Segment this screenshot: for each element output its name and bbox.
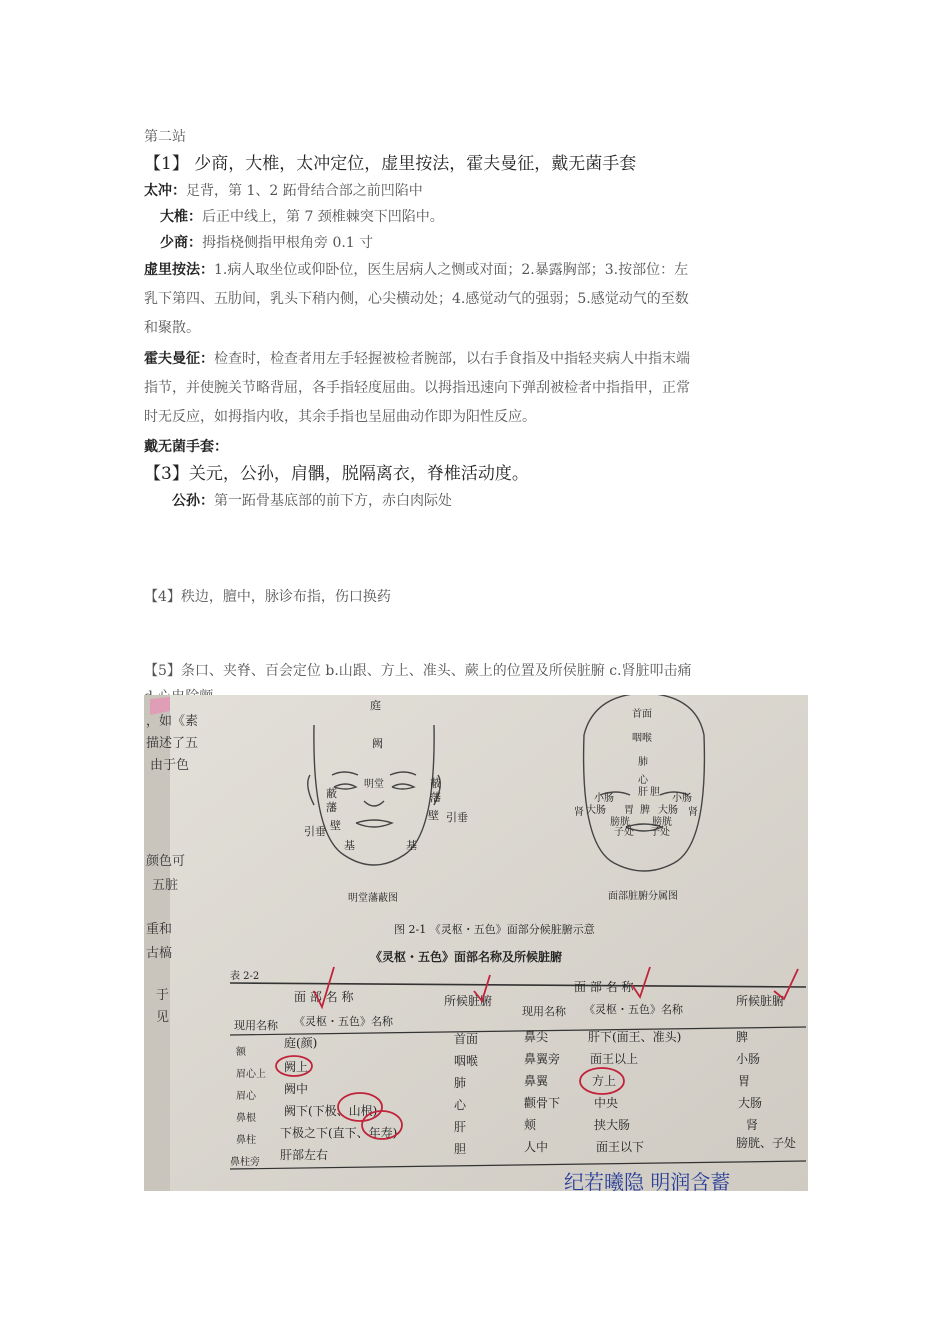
gongsun-text: 第一跖骨基底部的前下方，赤白肉际处 <box>214 493 452 509</box>
right-label-3: 肺 <box>638 757 648 768</box>
side-text-3: 由于色 <box>150 758 190 773</box>
row6-lingshu-right: 面王以下 <box>596 1140 645 1154</box>
col-lingshu-left: 《灵枢・五色》名称 <box>294 1015 393 1028</box>
col-organ-right: 所候脏腑 <box>736 994 785 1008</box>
xuli-paragraph <box>144 256 810 343</box>
right-label-14: 肾 <box>688 807 698 818</box>
side-text-6: 重和 <box>146 922 173 937</box>
table-title: 《灵枢・五色》面部名称及所候脏腑 <box>370 950 563 964</box>
col-face-name-right: 面 部 名 称 <box>574 980 634 994</box>
left-label-5: 藩 <box>326 801 337 814</box>
left-label-3: 明堂 <box>364 779 384 790</box>
right-caption: 面部脏腑分属图 <box>608 891 678 902</box>
row3-modern-right: 鼻翼 <box>524 1074 549 1088</box>
q4-title: 【4】秩边，膻中，脉诊布指，伤口换药 <box>144 589 391 605</box>
hoffmann-paragraph <box>144 345 810 432</box>
side-text-2: 描述了五 <box>146 736 199 751</box>
row5-organ: 肝 <box>454 1120 467 1134</box>
dazhui-line <box>144 204 810 230</box>
right-label-8: 小肠 <box>672 793 692 804</box>
row4-lingshu: 阙下(下极、山根) <box>284 1104 378 1118</box>
left-label-7: 藩 <box>430 791 441 804</box>
dazhui-text: 后正中线上，第 7 颈椎棘突下凹陷中。 <box>202 209 444 225</box>
gongsun-line <box>144 488 810 514</box>
col-organ-left: 所候脏腑 <box>444 994 493 1008</box>
col-lingshu-right: 《灵枢・五色》名称 <box>584 1003 683 1016</box>
row6-modern-right: 人中 <box>524 1140 549 1154</box>
row2-organ: 咽喉 <box>454 1054 479 1068</box>
row6-organ-right: 膀胱、子处 <box>736 1136 797 1150</box>
station-title: 第二站 <box>144 129 186 145</box>
left-label-10: 引垂 <box>304 825 326 838</box>
hoffmann-label: 霍夫曼征： <box>144 351 214 367</box>
shaoshang-text: 拇指桡侧指甲根角旁 0.1 寸 <box>202 235 374 251</box>
row3-lingshu-right: 方上 <box>592 1074 617 1088</box>
row1-lingshu-right: 肝下(面王、准头) <box>588 1030 682 1044</box>
row1-modern-right: 鼻尖 <box>524 1030 549 1044</box>
q5-line-1: 【5】条口、夹脊、百会定位 b.山跟、方上、准头、蕨上的位置及所侯脏腑 c.肾脏叩击痛 <box>144 663 692 679</box>
taichong-text: 足背，第 1、2 跖骨结合部之前凹陷中 <box>186 183 423 199</box>
row4-organ-right: 大肠 <box>738 1096 763 1110</box>
side-text-1: ，如《素 <box>146 714 199 729</box>
taichong-label: 太冲： <box>144 183 186 199</box>
col-face-name-left: 面 部 名 称 <box>294 990 354 1004</box>
left-label-1: 庭 <box>370 699 381 712</box>
right-label-9: 大肠 <box>586 805 606 816</box>
side-text-8: 于 <box>156 988 170 1003</box>
table-number: 表 2-2 <box>230 971 260 982</box>
q3-title: 【3】关元，公孙，肩髃，脱隔离衣，脊椎活动度。 <box>144 464 529 484</box>
row2-lingshu: 阙上 <box>284 1060 309 1074</box>
hoffmann-line-1: 检查时，检查者用左手轻握被检者腕部，以右手食指及中指轻夹病人中指末端 <box>214 351 690 367</box>
row3-organ: 肺 <box>454 1076 467 1090</box>
side-text-4: 颜色可 <box>146 854 186 869</box>
col-modern-right: 现用名称 <box>522 1005 566 1018</box>
left-label-12: 基 <box>344 839 355 852</box>
right-label-2: 咽喉 <box>632 733 652 744</box>
right-label-15: 膀胱 <box>610 817 630 828</box>
dazhui-label: 大椎： <box>160 209 202 225</box>
right-label-12: 脾 <box>640 805 650 816</box>
left-label-6: 蔽 <box>430 777 441 790</box>
handwriting: 纪若曦隐 明润含蓄 <box>564 1170 731 1191</box>
row1-modern: 额 <box>236 1047 246 1058</box>
right-label-10: 大肠 <box>658 805 678 816</box>
side-text-9: 见 <box>156 1010 170 1025</box>
right-label-17: 子处 <box>614 827 634 838</box>
right-label-1: 首面 <box>632 709 652 720</box>
gongsun-label: 公孙： <box>172 493 214 509</box>
row2-modern-right: 鼻翼旁 <box>524 1052 561 1066</box>
row4-modern: 鼻根 <box>236 1113 256 1124</box>
left-label-13: 基 <box>406 839 417 852</box>
row4-organ: 心 <box>454 1098 467 1112</box>
side-text-7: 古槁 <box>146 946 173 961</box>
right-label-4: 心 <box>638 775 648 786</box>
row5-organ-right: 肾 <box>746 1118 759 1132</box>
col-modern-left: 现用名称 <box>234 1019 278 1032</box>
gloves-label: 戴无菌手套： <box>144 439 228 455</box>
row4-lingshu-right: 中央 <box>594 1096 619 1110</box>
row3-modern: 眉心 <box>236 1091 256 1102</box>
row6-lingshu: 肝部左右 <box>280 1148 329 1162</box>
textbook-photo <box>144 695 808 1191</box>
left-label-11: 引垂 <box>446 811 468 824</box>
row5-lingshu: 下极之下(直下、年寿) <box>280 1126 398 1140</box>
left-label-4: 蔽 <box>326 787 337 800</box>
right-label-16: 膀胱 <box>652 817 672 828</box>
hoffmann-line-3: 时无反应，如拇指内收，其余手指也呈屈曲动作即为阳性反应。 <box>144 409 536 425</box>
hoffmann-line-2: 指节，并使腕关节略背屈，各手指轻度屈曲。以拇指迅速向下弹刮被检者中指指甲，正常 <box>144 380 690 396</box>
right-label-6: 胆 <box>650 787 660 798</box>
q1-title: 【1】 少商，大椎，太冲定位，虚里按法，霍夫曼征，戴无菌手套 <box>144 154 637 174</box>
row1-organ: 首面 <box>454 1032 479 1046</box>
figure-caption: 图 2-1 《灵枢・五色》面部分候脏腑示意 <box>394 923 595 936</box>
right-label-13: 肾 <box>574 807 584 818</box>
shaoshang-label: 少商： <box>160 235 202 251</box>
shaoshang-line <box>144 230 810 256</box>
row1-lingshu: 庭(颜) <box>284 1036 318 1050</box>
right-label-18: 子处 <box>650 827 670 838</box>
right-label-11: 胃 <box>624 805 634 816</box>
row3-lingshu: 阙中 <box>284 1082 309 1096</box>
row1-organ-right: 脾 <box>736 1030 749 1044</box>
row5-lingshu-right: 挟大肠 <box>594 1118 631 1132</box>
row2-modern: 眉心上 <box>236 1069 266 1080</box>
xuli-line-1: 1.病人取坐位或仰卧位，医生居病人之恻或对面；2.暴露胸部；3.按部位：左 <box>214 262 689 278</box>
side-text-5: 五脏 <box>152 878 179 893</box>
left-label-9: 壁 <box>428 809 439 822</box>
row2-lingshu-right: 面王以上 <box>590 1052 639 1066</box>
row5-modern: 鼻柱 <box>236 1135 256 1146</box>
row5-modern-right: 颊 <box>524 1118 537 1132</box>
textbook-photo-drawing <box>144 695 808 1191</box>
row6-modern: 鼻柱旁 <box>230 1157 260 1168</box>
xuli-line-3: 和聚散。 <box>144 320 200 336</box>
left-label-2: 阙 <box>372 737 383 750</box>
left-label-8: 壁 <box>330 819 341 832</box>
taichong-line <box>144 178 810 204</box>
row2-organ-right: 小肠 <box>736 1052 761 1066</box>
document-body <box>144 124 810 710</box>
xuli-label: 虚里按法： <box>144 262 214 278</box>
row6-organ: 胆 <box>454 1142 467 1156</box>
xuli-line-2: 乳下第四、五肋间，乳头下稍内侧，心尖横动处；4.感觉动气的强弱；5.感觉动气的至数 <box>144 291 689 307</box>
right-label-5: 肝 <box>638 787 648 798</box>
row4-modern-right: 颧骨下 <box>524 1096 561 1110</box>
right-label-7: 小肠 <box>594 793 614 804</box>
row3-organ-right: 胃 <box>738 1074 751 1088</box>
left-caption: 明堂藩蔽图 <box>348 893 398 904</box>
